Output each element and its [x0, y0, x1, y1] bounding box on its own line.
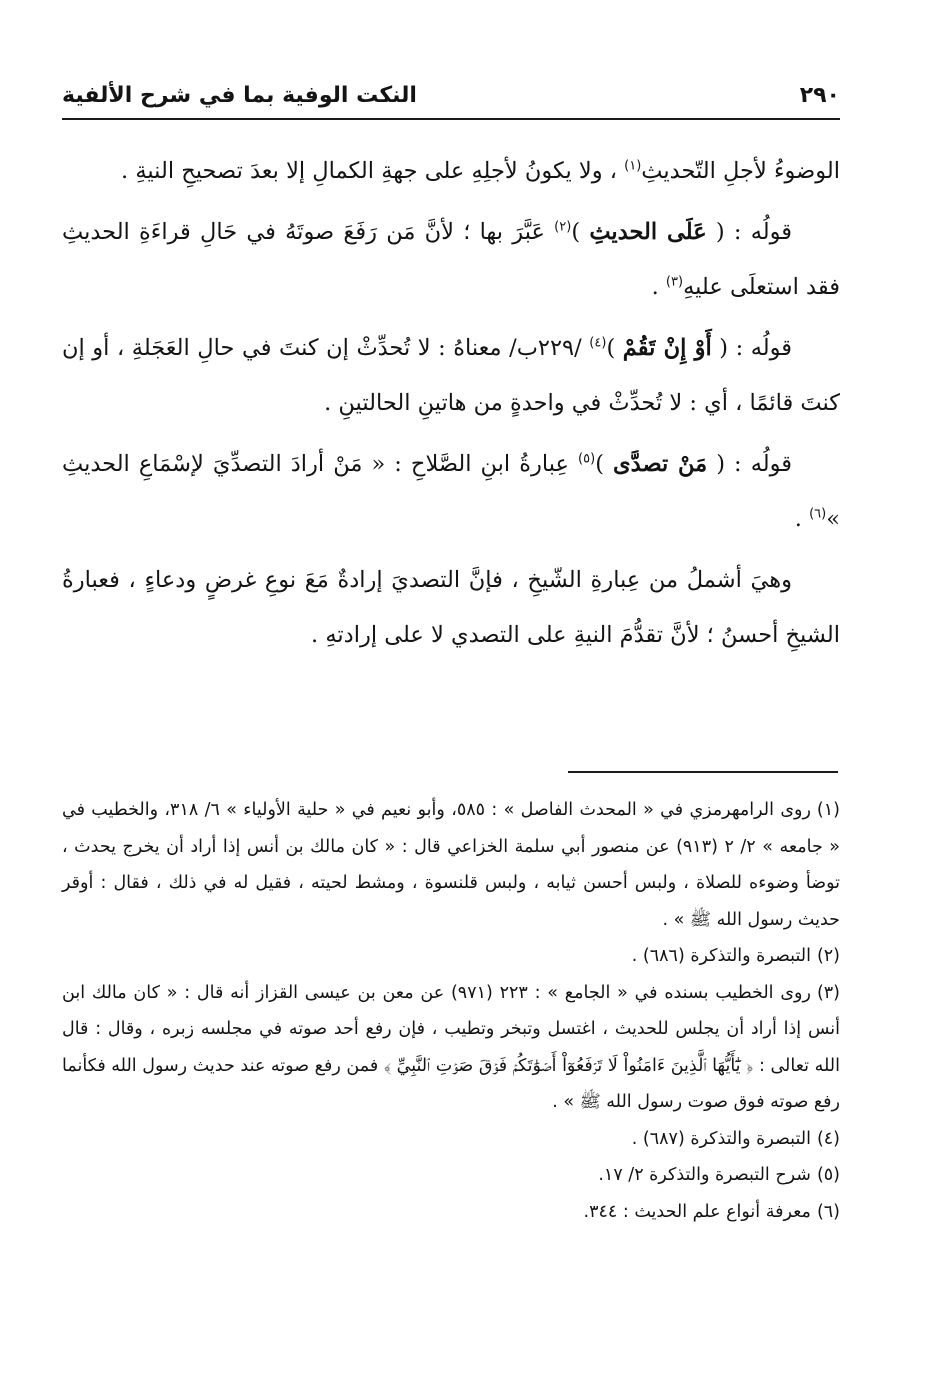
footnote-4: [62, 1121, 840, 1158]
footnote-5-number: (٥): [816, 1165, 840, 1185]
running-header: [62, 64, 840, 108]
paragraph-4-lemma: مَنْ تصدَّى: [613, 451, 708, 477]
footnote-6: [62, 1194, 840, 1231]
paragraph-4-rest: عِبارةُ ابنِ الصَّلاحِ : « مَنْ أرادَ التصدِّيَ لإسْمَاعِ الحديثِ »: [62, 451, 840, 532]
paragraph-2-intro: قولُه : (: [715, 219, 793, 245]
paragraph-5-text: وهيَ أشملُ من عِبارةِ الشّيخِ ، فإنَّ التصديَ إرادةٌ مَعَ نوعِ غرضٍ ودعاءٍ ، فعبارةُ الشيخِ أحسنُ ؛ لأنَّ تقدُّمَ النيةِ على التصدي لا على إرادتهِ .: [62, 567, 840, 648]
paragraph-3: [62, 321, 840, 431]
footnote-ref-2: (٢): [554, 219, 572, 235]
page-number: ٢٩٠: [799, 83, 840, 108]
paragraph-2-lemma: عَلَى الحديثِ: [589, 219, 707, 245]
paragraph-3-intro: قولُه : (: [719, 335, 792, 361]
paragraph-1: [62, 144, 840, 199]
footnotes: [62, 792, 840, 1230]
footnote-3-number: (٣): [816, 982, 840, 1003]
paragraph-2-close: ): [571, 219, 581, 245]
footnote-1-text: روى الرامهرمزي في « المحدث الفاصل » : ٥٨٥، وأبو نعيم في « حلية الأولياء » ٦/ ٣١٨، والخطيب في « جامعه » ٢/ ٢ (٩١٣) عن منصور أبي سلمة الخزاعي قال : « كان مالك بن أنس إذا أراد أن يخرج يحدث ، توضأ وضوءه للصلاة ، ولبس أحسن ثيابه ، ولبس قلنسوة ، ومشط لحيته ، فقيل له في ذلك ، فقال : أوقر حديث رسول الله ﷺ » .: [62, 800, 841, 930]
paragraph-3-close: ): [606, 335, 616, 361]
footnote-1-number: (١): [816, 800, 840, 820]
footnote-ref-3: (٣): [665, 274, 684, 290]
footnote-2: [62, 938, 840, 975]
footnote-ref-4: (٤): [589, 335, 607, 351]
footnote-ref-5: (٥): [578, 451, 596, 467]
footnote-2-number: (٢): [816, 946, 840, 966]
footnote-separator: [568, 771, 838, 773]
footnote-3: [62, 975, 840, 1121]
footnote-1: [62, 792, 840, 938]
footnote-2-text: التبصرة والتذكرة (٦٨٦) .: [631, 946, 811, 966]
paragraph-2-end: .: [651, 274, 659, 300]
running-title: النكت الوفية بما في شرح الألفية: [62, 83, 417, 108]
paragraph-5: [62, 553, 840, 663]
paragraph-2-rest: عَبَّرَ بها ؛ لأنَّ مَن رَفَعَ صوتَهُ في حَالِ قراءَةِ الحديثِ فقد استعلَى عليهِ: [62, 219, 840, 300]
footnote-6-number: (٦): [816, 1201, 840, 1222]
footnote-3-text: روى الخطيب بسنده في « الجامع » : ٢٢٣ (٩٧١) عن معن بن عيسى القزاز أنه قال : « كان مالك ابن أنس إذا أراد أن يجلس للحديث ، اغتسل وتبخر وتطيب ، فإن رفع أحد صوته في مجلسه زبره ، وقال : قال الله تعالى : ﴿ يَٰٓأَيُّهَا ٱلَّذِينَ ءَامَنُواْ لَا تَرۡفَعُوٓاْ أَصۡوَٰتَكُمۡ فَوۡقَ صَوۡتِ ٱلنَّبِيِّ ﴾ فمن رفع صوته عند حديث رسول الله فكأنما رفع صوته فوق صوت رسول الله ﷺ » .: [62, 982, 840, 1112]
paragraph-4: [62, 437, 840, 547]
main-text: [62, 144, 840, 669]
footnote-5-text: شرح التبصرة والتذكرة ٢/ ١٧.: [598, 1165, 811, 1185]
footnote-5: [62, 1157, 840, 1194]
paragraph-4-intro: قولُه : (: [716, 451, 792, 477]
footnote-4-number: (٤): [816, 1128, 840, 1149]
paragraph-4-close: ): [595, 451, 604, 477]
footnote-6-text: معرفة أنواع علم الحديث : ٣٤٤.: [583, 1201, 811, 1222]
footnote-ref-1: (١): [624, 158, 642, 174]
footnote-4-text: التبصرة والتذكرة (٦٨٧) .: [631, 1128, 811, 1149]
paragraph-1-text: الوضوءُ لأجلِ التّحديثِ: [641, 158, 840, 184]
paragraph-3-lemma: أَوْ إِنْ تَقُمْ: [622, 335, 712, 361]
paragraph-4-end: .: [794, 506, 802, 532]
paragraph-1-rest: ، ولا يكونُ لأجلِهِ على جهةِ الكمالِ إلا بعدَ تصحيحِ النيةِ .: [121, 158, 617, 184]
paragraph-2: [62, 205, 840, 315]
paragraph-3-rest: /٢٢٩ب/ معناهُ : لا تُحدِّثْ إن كنتَ في حالِ العَجَلةِ ، أو إن كنتَ قائمًا ، أي : لا تُحدِّثْ في واحدةٍ من هاتينِ الحالتينِ .: [62, 335, 840, 416]
header-rule: [62, 118, 840, 120]
footnote-ref-6: (٦): [809, 506, 827, 522]
